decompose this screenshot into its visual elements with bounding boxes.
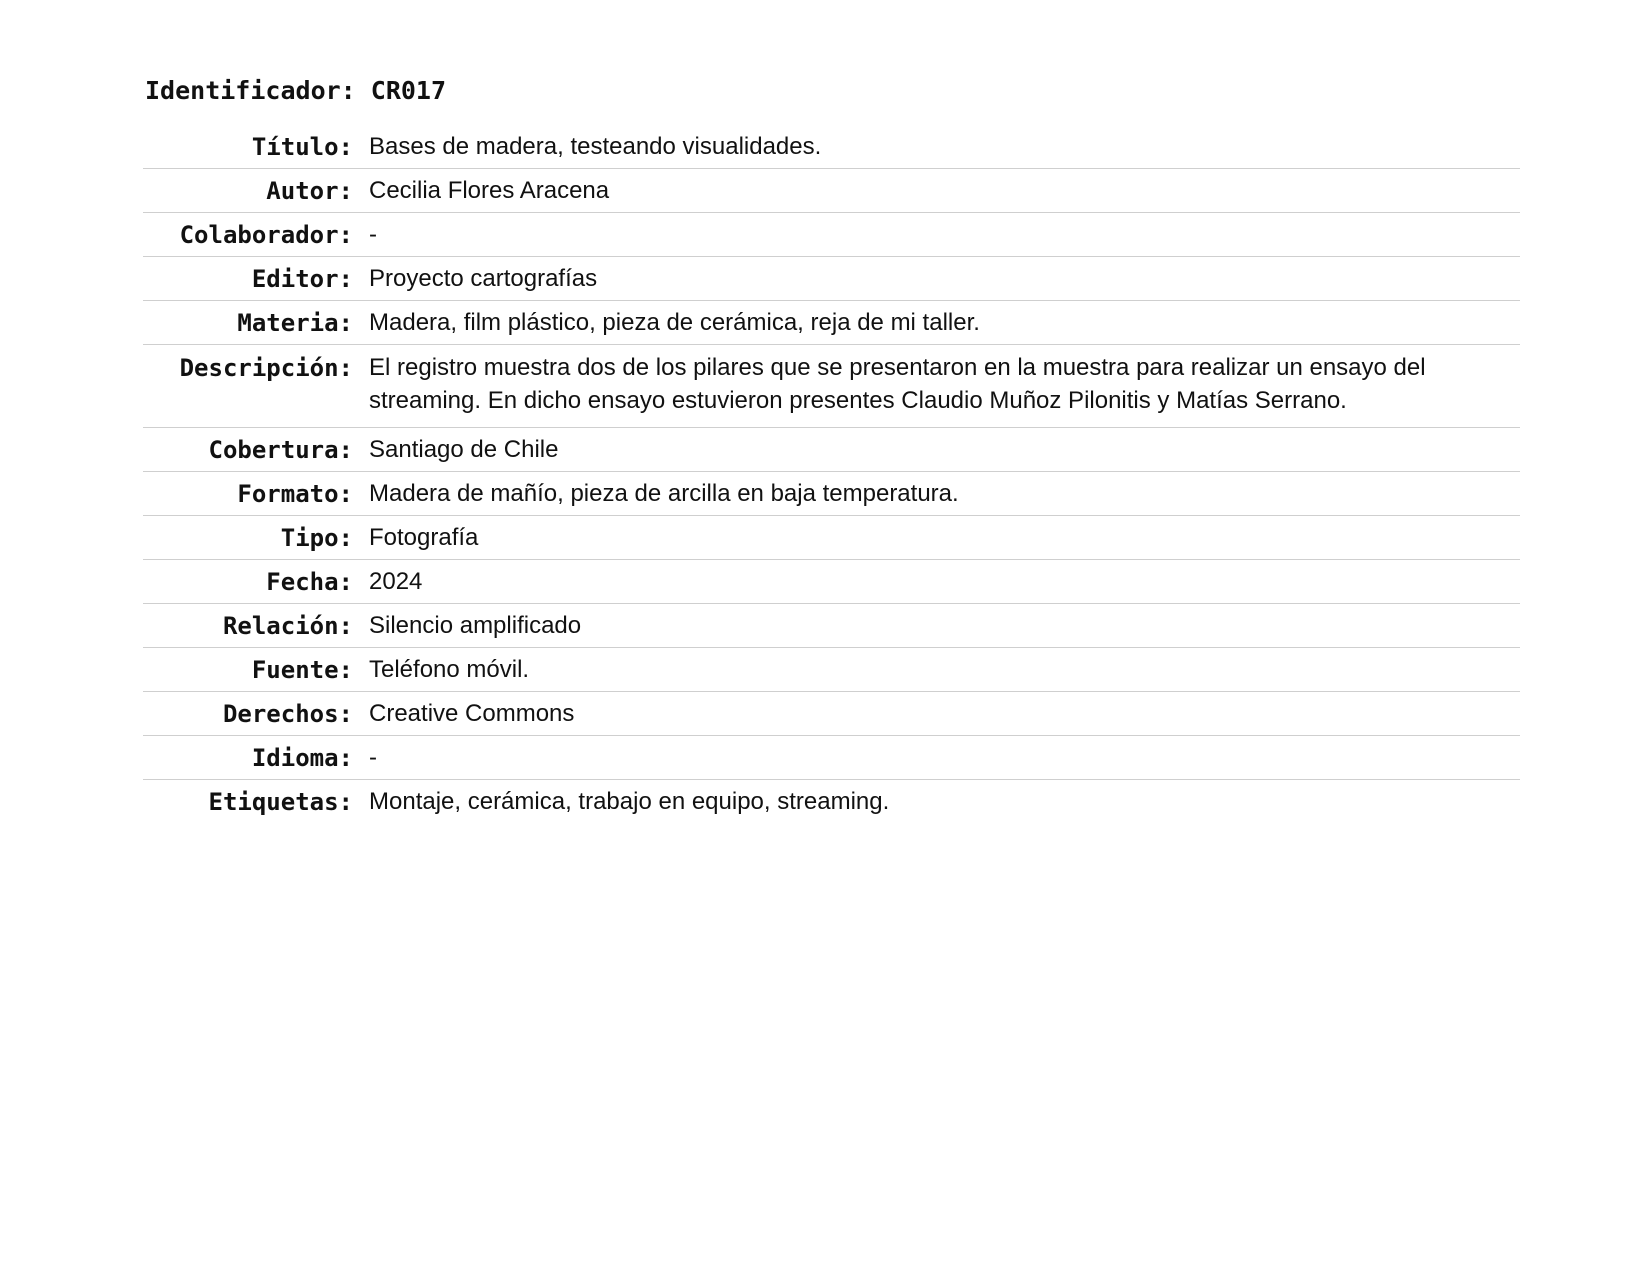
field-row-fuente: [143, 647, 1520, 691]
metadata-record: [143, 72, 1520, 823]
identifier-label: Identificador:: [145, 76, 356, 105]
field-value: 2024: [369, 568, 423, 595]
field-value: Proyecto cartografías: [369, 265, 598, 292]
field-label: Fecha:: [266, 568, 353, 596]
field-value: Cecilia Flores Aracena: [369, 177, 610, 204]
field-label: Editor:: [251, 265, 353, 293]
field-label: Etiquetas:: [208, 788, 353, 816]
field-row-idioma: [143, 735, 1520, 779]
field-label: Fuente:: [251, 656, 353, 684]
identifier-line: [145, 72, 1520, 110]
field-label: Relación:: [222, 612, 353, 640]
field-value: Fotografía: [369, 524, 479, 551]
field-row-derechos: [143, 691, 1520, 735]
field-label: Título:: [251, 133, 353, 161]
field-row-titulo: [143, 130, 1520, 168]
field-row-relacion: [143, 603, 1520, 647]
field-label: Idioma:: [251, 744, 353, 772]
identifier-value: CR017: [370, 76, 447, 105]
field-row-cobertura: [143, 427, 1520, 471]
field-value: Madera de mañío, pieza de arcilla en baja temperatura.: [369, 480, 959, 507]
field-row-tipo: [143, 515, 1520, 559]
field-label: Tipo:: [280, 524, 353, 552]
field-value: -: [369, 221, 377, 248]
field-label: Derechos:: [222, 700, 353, 728]
field-row-fecha: [143, 559, 1520, 603]
field-row-colaborador: [143, 212, 1520, 256]
field-label: Materia:: [237, 309, 353, 337]
field-value: El registro muestra dos de los pilares que se presentaron en la muestra para realizar un ensayo del streaming. En dicho ensayo estuvieron presentes Claudio Muñoz Pilonitis y Matías Serrano.: [369, 354, 1426, 414]
field-value: Montaje, cerámica, trabajo en equipo, streaming.: [369, 788, 890, 815]
metadata-table: [143, 130, 1520, 823]
field-row-materia: [143, 300, 1520, 344]
field-row-etiquetas: [143, 779, 1520, 823]
field-value: Teléfono móvil.: [369, 656, 530, 683]
field-label: Colaborador:: [179, 221, 353, 249]
field-value: -: [369, 744, 377, 771]
field-row-formato: [143, 471, 1520, 515]
field-value: Creative Commons: [369, 700, 575, 727]
field-label: Autor:: [266, 177, 353, 205]
field-label: Formato:: [237, 480, 353, 508]
field-label: Cobertura:: [208, 436, 353, 464]
field-row-descripcion: [143, 344, 1520, 427]
field-label: Descripción:: [179, 354, 353, 382]
field-row-editor: [143, 256, 1520, 300]
field-value: Madera, film plástico, pieza de cerámica, reja de mi taller.: [369, 309, 980, 336]
field-value: Santiago de Chile: [369, 436, 559, 463]
field-value: Silencio amplificado: [369, 612, 582, 639]
field-row-autor: [143, 168, 1520, 212]
field-value: Bases de madera, testeando visualidades.: [369, 133, 822, 160]
